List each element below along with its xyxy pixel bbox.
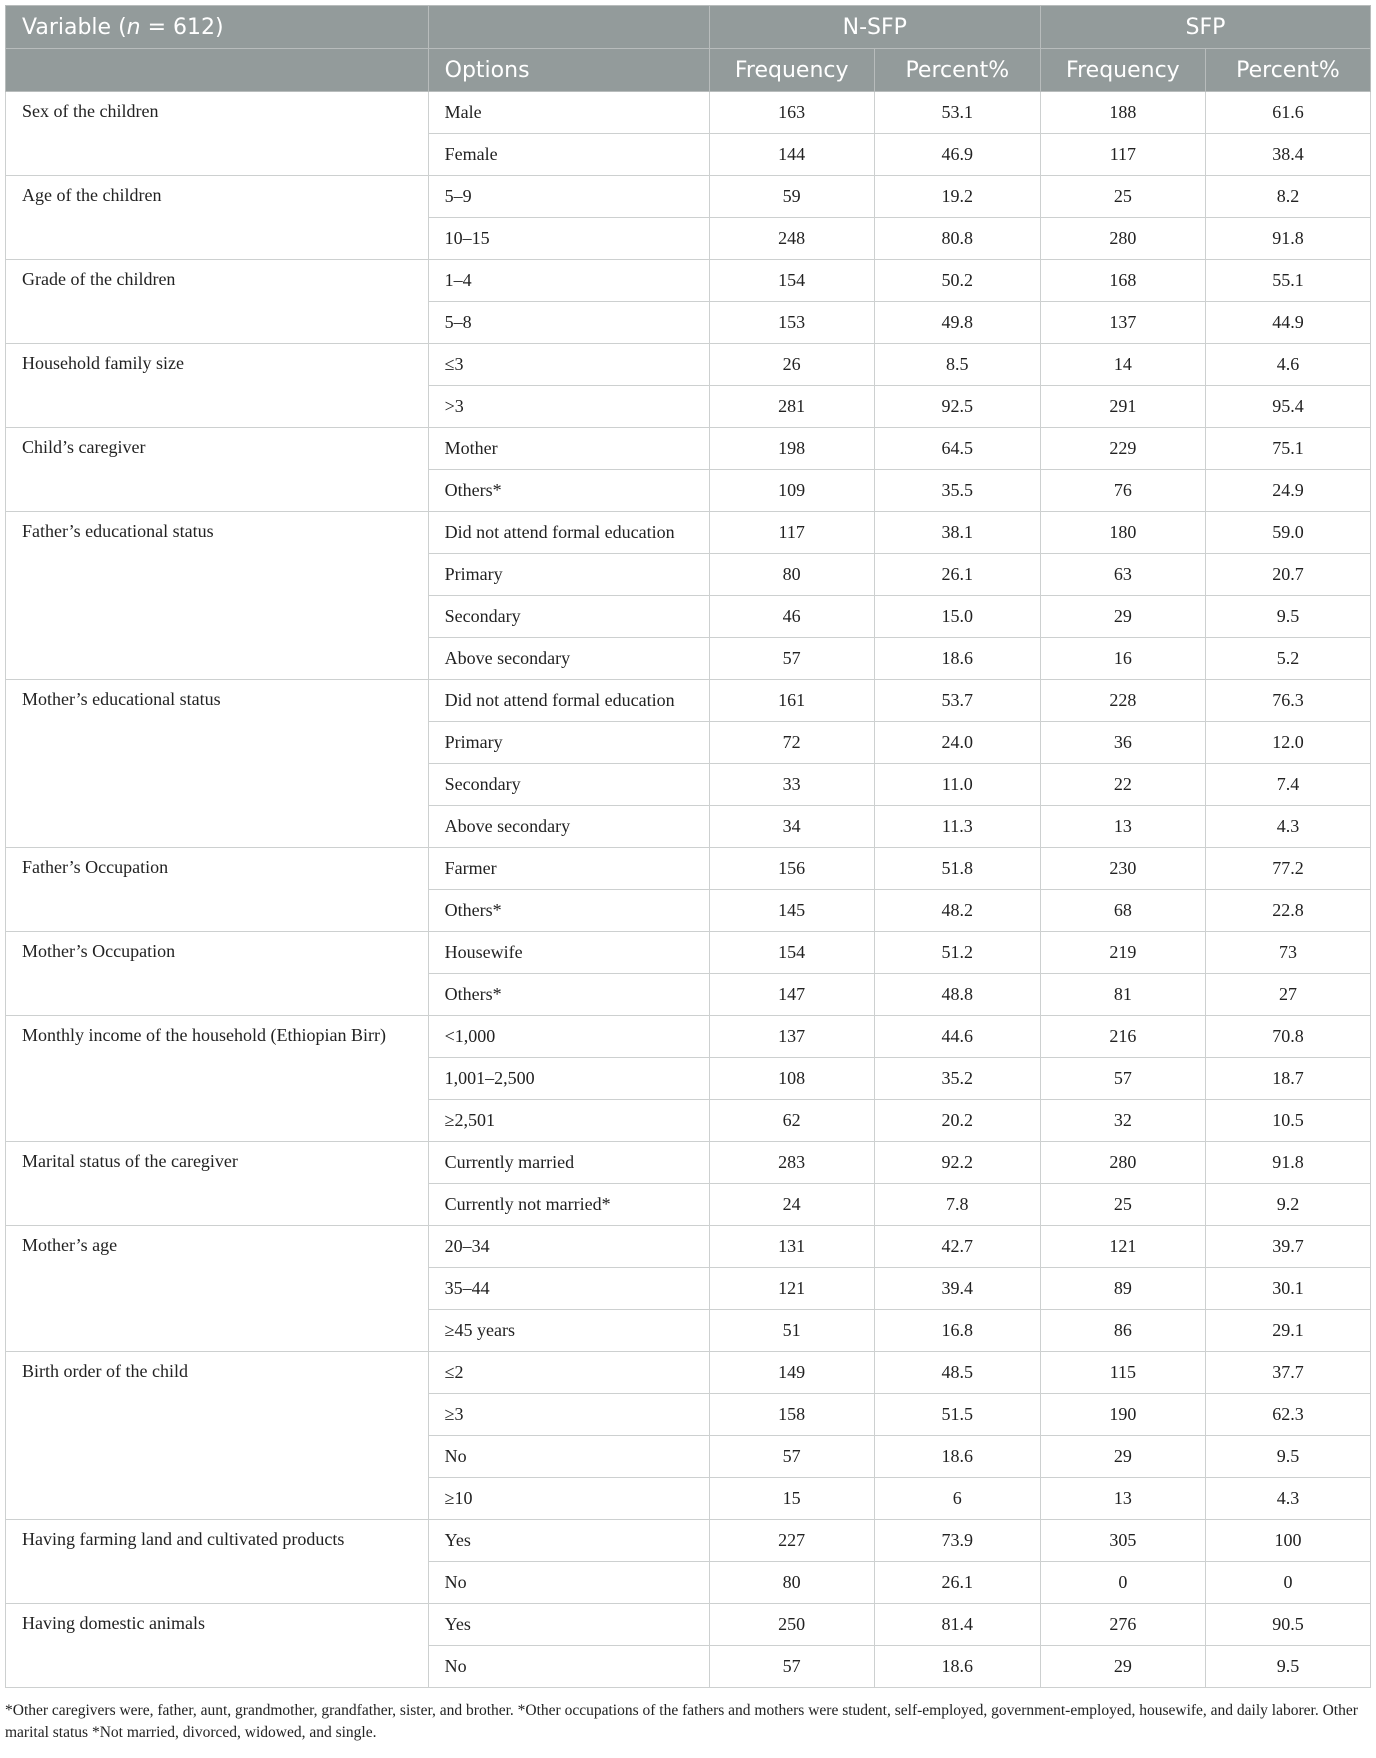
nsfp-percent-cell: 7.8 [874,1184,1040,1226]
sfp-percent-cell: 44.9 [1205,302,1370,344]
nsfp-frequency-cell: 250 [709,1604,874,1646]
variable-cell: Monthly income of the household (Ethiopian Birr) [6,1016,429,1142]
variable-cell: Marital status of the caregiver [6,1142,429,1226]
table-row [6,260,1371,302]
sfp-percent-cell: 0 [1205,1562,1370,1604]
nsfp-frequency-cell: 145 [709,890,874,932]
sfp-frequency-cell: 280 [1040,1142,1205,1184]
sfp-percent-cell: 62.3 [1205,1394,1370,1436]
nsfp-percent-cell: 53.1 [874,92,1040,134]
sfp-percent-cell: 9.5 [1205,1646,1370,1688]
header-blank [6,49,429,92]
option-cell: Did not attend formal education [428,512,709,554]
option-cell: Farmer [428,848,709,890]
nsfp-percent-cell: 51.2 [874,932,1040,974]
table-row [6,1520,1371,1562]
option-cell: 20–34 [428,1226,709,1268]
nsfp-percent-cell: 92.2 [874,1142,1040,1184]
nsfp-frequency-cell: 57 [709,638,874,680]
sfp-percent-cell: 4.3 [1205,806,1370,848]
option-cell: 1–4 [428,260,709,302]
nsfp-percent-cell: 73.9 [874,1520,1040,1562]
nsfp-percent-cell: 18.6 [874,1436,1040,1478]
nsfp-frequency-cell: 227 [709,1520,874,1562]
sfp-frequency-cell: 188 [1040,92,1205,134]
table-row [6,680,1371,722]
nsfp-frequency-cell: 33 [709,764,874,806]
nsfp-percent-cell: 35.5 [874,470,1040,512]
sfp-percent-cell: 12.0 [1205,722,1370,764]
header-variable: Variable (n = 612) [6,6,429,49]
sfp-percent-cell: 4.3 [1205,1478,1370,1520]
sfp-percent-cell: 37.7 [1205,1352,1370,1394]
nsfp-frequency-cell: 15 [709,1478,874,1520]
sfp-frequency-cell: 32 [1040,1100,1205,1142]
sfp-frequency-cell: 13 [1040,1478,1205,1520]
table-row [6,176,1371,218]
sfp-percent-cell: 9.2 [1205,1184,1370,1226]
nsfp-frequency-cell: 161 [709,680,874,722]
sfp-frequency-cell: 76 [1040,470,1205,512]
table-row [6,1142,1371,1184]
nsfp-percent-cell: 24.0 [874,722,1040,764]
table-row [6,428,1371,470]
header-sfp: SFP [1040,6,1370,49]
nsfp-percent-cell: 26.1 [874,1562,1040,1604]
sfp-percent-cell: 100 [1205,1520,1370,1562]
sfp-percent-cell: 76.3 [1205,680,1370,722]
nsfp-percent-cell: 11.3 [874,806,1040,848]
sfp-frequency-cell: 291 [1040,386,1205,428]
header-nsfp-percent: Percent% [874,49,1040,92]
nsfp-percent-cell: 39.4 [874,1268,1040,1310]
nsfp-frequency-cell: 80 [709,1562,874,1604]
variable-cell: Household family size [6,344,429,428]
option-cell: No [428,1646,709,1688]
variable-cell: Father’s educational status [6,512,429,680]
option-cell: ≥10 [428,1478,709,1520]
nsfp-frequency-cell: 34 [709,806,874,848]
variable-cell: Having domestic animals [6,1604,429,1688]
variable-cell: Child’s caregiver [6,428,429,512]
nsfp-frequency-cell: 121 [709,1268,874,1310]
sfp-percent-cell: 4.6 [1205,344,1370,386]
sfp-frequency-cell: 117 [1040,134,1205,176]
option-cell: 35–44 [428,1268,709,1310]
nsfp-frequency-cell: 281 [709,386,874,428]
sfp-percent-cell: 38.4 [1205,134,1370,176]
variable-cell: Mother’s Occupation [6,932,429,1016]
sfp-percent-cell: 27 [1205,974,1370,1016]
sfp-percent-cell: 20.7 [1205,554,1370,596]
sfp-frequency-cell: 228 [1040,680,1205,722]
sfp-frequency-cell: 190 [1040,1394,1205,1436]
sfp-percent-cell: 90.5 [1205,1604,1370,1646]
nsfp-frequency-cell: 147 [709,974,874,1016]
nsfp-frequency-cell: 109 [709,470,874,512]
footnote: *Other caregivers were, father, aunt, grandmother, grandfather, sister, and brother. *Other occupations of the fathers and mothers were student, self-employed, government-employed, housewife, and daily laborer. Other marital status *Not married, divorced, widowed, and single. [5,1702,1358,1741]
nsfp-frequency-cell: 51 [709,1310,874,1352]
header-sfp-percent: Percent% [1205,49,1370,92]
variable-cell: Age of the children [6,176,429,260]
sfp-percent-cell: 39.7 [1205,1226,1370,1268]
nsfp-percent-cell: 38.1 [874,512,1040,554]
option-cell: Yes [428,1604,709,1646]
sfp-percent-cell: 30.1 [1205,1268,1370,1310]
sfp-frequency-cell: 36 [1040,722,1205,764]
option-cell: ≤3 [428,344,709,386]
sfp-frequency-cell: 57 [1040,1058,1205,1100]
nsfp-frequency-cell: 156 [709,848,874,890]
nsfp-frequency-cell: 149 [709,1352,874,1394]
option-cell: ≤2 [428,1352,709,1394]
nsfp-percent-cell: 15.0 [874,596,1040,638]
option-cell: Male [428,92,709,134]
sfp-percent-cell: 18.7 [1205,1058,1370,1100]
nsfp-frequency-cell: 137 [709,1016,874,1058]
nsfp-frequency-cell: 153 [709,302,874,344]
variable-cell: Mother’s age [6,1226,429,1352]
nsfp-percent-cell: 6 [874,1478,1040,1520]
nsfp-percent-cell: 42.7 [874,1226,1040,1268]
table-row [6,344,1371,386]
option-cell: Currently married [428,1142,709,1184]
sfp-frequency-cell: 25 [1040,1184,1205,1226]
sfp-frequency-cell: 305 [1040,1520,1205,1562]
header-nsfp: N-SFP [709,6,1040,49]
nsfp-frequency-cell: 46 [709,596,874,638]
sfp-frequency-cell: 230 [1040,848,1205,890]
nsfp-frequency-cell: 154 [709,260,874,302]
sfp-frequency-cell: 229 [1040,428,1205,470]
sfp-frequency-cell: 22 [1040,764,1205,806]
nsfp-frequency-cell: 117 [709,512,874,554]
sfp-frequency-cell: 121 [1040,1226,1205,1268]
data-table [5,5,1371,1688]
nsfp-percent-cell: 48.2 [874,890,1040,932]
option-cell: ≥45 years [428,1310,709,1352]
sfp-frequency-cell: 81 [1040,974,1205,1016]
sfp-percent-cell: 61.6 [1205,92,1370,134]
sfp-frequency-cell: 280 [1040,218,1205,260]
option-cell: Did not attend formal education [428,680,709,722]
variable-cell: Having farming land and cultivated products [6,1520,429,1604]
sfp-percent-cell: 5.2 [1205,638,1370,680]
sfp-percent-cell: 22.8 [1205,890,1370,932]
sfp-percent-cell: 55.1 [1205,260,1370,302]
sfp-percent-cell: 75.1 [1205,428,1370,470]
table-row [6,848,1371,890]
variable-cell: Grade of the children [6,260,429,344]
nsfp-percent-cell: 11.0 [874,764,1040,806]
nsfp-percent-cell: 50.2 [874,260,1040,302]
nsfp-percent-cell: 35.2 [874,1058,1040,1100]
nsfp-percent-cell: 46.9 [874,134,1040,176]
sfp-frequency-cell: 29 [1040,596,1205,638]
variable-cell: Birth order of the child [6,1352,429,1520]
sfp-frequency-cell: 115 [1040,1352,1205,1394]
table-row [6,1016,1371,1058]
table-row [6,1352,1371,1394]
nsfp-percent-cell: 19.2 [874,176,1040,218]
sfp-percent-cell: 29.1 [1205,1310,1370,1352]
option-cell: Female [428,134,709,176]
nsfp-percent-cell: 18.6 [874,638,1040,680]
nsfp-percent-cell: 26.1 [874,554,1040,596]
table-row [6,1604,1371,1646]
sfp-percent-cell: 59.0 [1205,512,1370,554]
sfp-percent-cell: 7.4 [1205,764,1370,806]
table-header [6,6,1371,92]
variable-cell: Father’s Occupation [6,848,429,932]
option-cell: Above secondary [428,638,709,680]
table-row [6,512,1371,554]
option-cell: Others* [428,974,709,1016]
nsfp-percent-cell: 51.8 [874,848,1040,890]
sfp-frequency-cell: 16 [1040,638,1205,680]
option-cell: No [428,1436,709,1478]
option-cell: Secondary [428,596,709,638]
nsfp-percent-cell: 16.8 [874,1310,1040,1352]
option-cell: 5–9 [428,176,709,218]
table-container [5,5,1371,1744]
option-cell: Housewife [428,932,709,974]
nsfp-frequency-cell: 198 [709,428,874,470]
sfp-percent-cell: 77.2 [1205,848,1370,890]
sfp-frequency-cell: 13 [1040,806,1205,848]
option-cell: >3 [428,386,709,428]
nsfp-percent-cell: 53.7 [874,680,1040,722]
nsfp-frequency-cell: 283 [709,1142,874,1184]
option-cell: Mother [428,428,709,470]
nsfp-percent-cell: 81.4 [874,1604,1040,1646]
option-cell: Currently not married* [428,1184,709,1226]
nsfp-frequency-cell: 26 [709,344,874,386]
table-row [6,932,1371,974]
nsfp-frequency-cell: 62 [709,1100,874,1142]
sfp-frequency-cell: 216 [1040,1016,1205,1058]
nsfp-percent-cell: 92.5 [874,386,1040,428]
nsfp-percent-cell: 49.8 [874,302,1040,344]
sfp-percent-cell: 91.8 [1205,1142,1370,1184]
option-cell: Secondary [428,764,709,806]
nsfp-frequency-cell: 248 [709,218,874,260]
option-cell: ≥2,501 [428,1100,709,1142]
nsfp-percent-cell: 80.8 [874,218,1040,260]
nsfp-frequency-cell: 154 [709,932,874,974]
sfp-frequency-cell: 86 [1040,1310,1205,1352]
option-cell: ≥3 [428,1394,709,1436]
option-cell: 1,001–2,500 [428,1058,709,1100]
sfp-frequency-cell: 219 [1040,932,1205,974]
option-cell: 5–8 [428,302,709,344]
nsfp-frequency-cell: 158 [709,1394,874,1436]
sfp-percent-cell: 9.5 [1205,1436,1370,1478]
nsfp-percent-cell: 20.2 [874,1100,1040,1142]
sfp-frequency-cell: 68 [1040,890,1205,932]
option-cell: Yes [428,1520,709,1562]
sfp-frequency-cell: 25 [1040,176,1205,218]
option-cell: Others* [428,890,709,932]
variable-cell: Sex of the children [6,92,429,176]
nsfp-frequency-cell: 80 [709,554,874,596]
sfp-percent-cell: 73 [1205,932,1370,974]
header-options: Options [428,49,709,92]
option-cell: Above secondary [428,806,709,848]
nsfp-frequency-cell: 57 [709,1436,874,1478]
sfp-percent-cell: 95.4 [1205,386,1370,428]
nsfp-percent-cell: 18.6 [874,1646,1040,1688]
header-nsfp-frequency: Frequency [709,49,874,92]
header-sfp-frequency: Frequency [1040,49,1205,92]
sfp-percent-cell: 8.2 [1205,176,1370,218]
nsfp-percent-cell: 8.5 [874,344,1040,386]
table-row [6,92,1371,134]
sfp-percent-cell: 24.9 [1205,470,1370,512]
sfp-frequency-cell: 14 [1040,344,1205,386]
nsfp-frequency-cell: 59 [709,176,874,218]
nsfp-percent-cell: 48.8 [874,974,1040,1016]
sfp-frequency-cell: 168 [1040,260,1205,302]
nsfp-frequency-cell: 72 [709,722,874,764]
header-blank [428,6,709,49]
sfp-frequency-cell: 180 [1040,512,1205,554]
option-cell: <1,000 [428,1016,709,1058]
option-cell: Primary [428,554,709,596]
sfp-frequency-cell: 137 [1040,302,1205,344]
nsfp-frequency-cell: 163 [709,92,874,134]
table-body [6,92,1371,1688]
option-cell: Primary [428,722,709,764]
header-row-columns [6,49,1371,92]
sfp-frequency-cell: 89 [1040,1268,1205,1310]
nsfp-frequency-cell: 144 [709,134,874,176]
option-cell: 10–15 [428,218,709,260]
sfp-percent-cell: 70.8 [1205,1016,1370,1058]
sfp-frequency-cell: 29 [1040,1646,1205,1688]
nsfp-frequency-cell: 108 [709,1058,874,1100]
sfp-percent-cell: 10.5 [1205,1100,1370,1142]
nsfp-frequency-cell: 57 [709,1646,874,1688]
sfp-frequency-cell: 63 [1040,554,1205,596]
nsfp-percent-cell: 44.6 [874,1016,1040,1058]
nsfp-frequency-cell: 131 [709,1226,874,1268]
sfp-percent-cell: 91.8 [1205,218,1370,260]
sfp-frequency-cell: 29 [1040,1436,1205,1478]
nsfp-percent-cell: 48.5 [874,1352,1040,1394]
option-cell: Others* [428,470,709,512]
option-cell: No [428,1562,709,1604]
header-row-groups [6,6,1371,49]
nsfp-percent-cell: 64.5 [874,428,1040,470]
sfp-frequency-cell: 276 [1040,1604,1205,1646]
nsfp-frequency-cell: 24 [709,1184,874,1226]
nsfp-percent-cell: 51.5 [874,1394,1040,1436]
variable-cell: Mother’s educational status [6,680,429,848]
sfp-frequency-cell: 0 [1040,1562,1205,1604]
table-row [6,1226,1371,1268]
sfp-percent-cell: 9.5 [1205,596,1370,638]
